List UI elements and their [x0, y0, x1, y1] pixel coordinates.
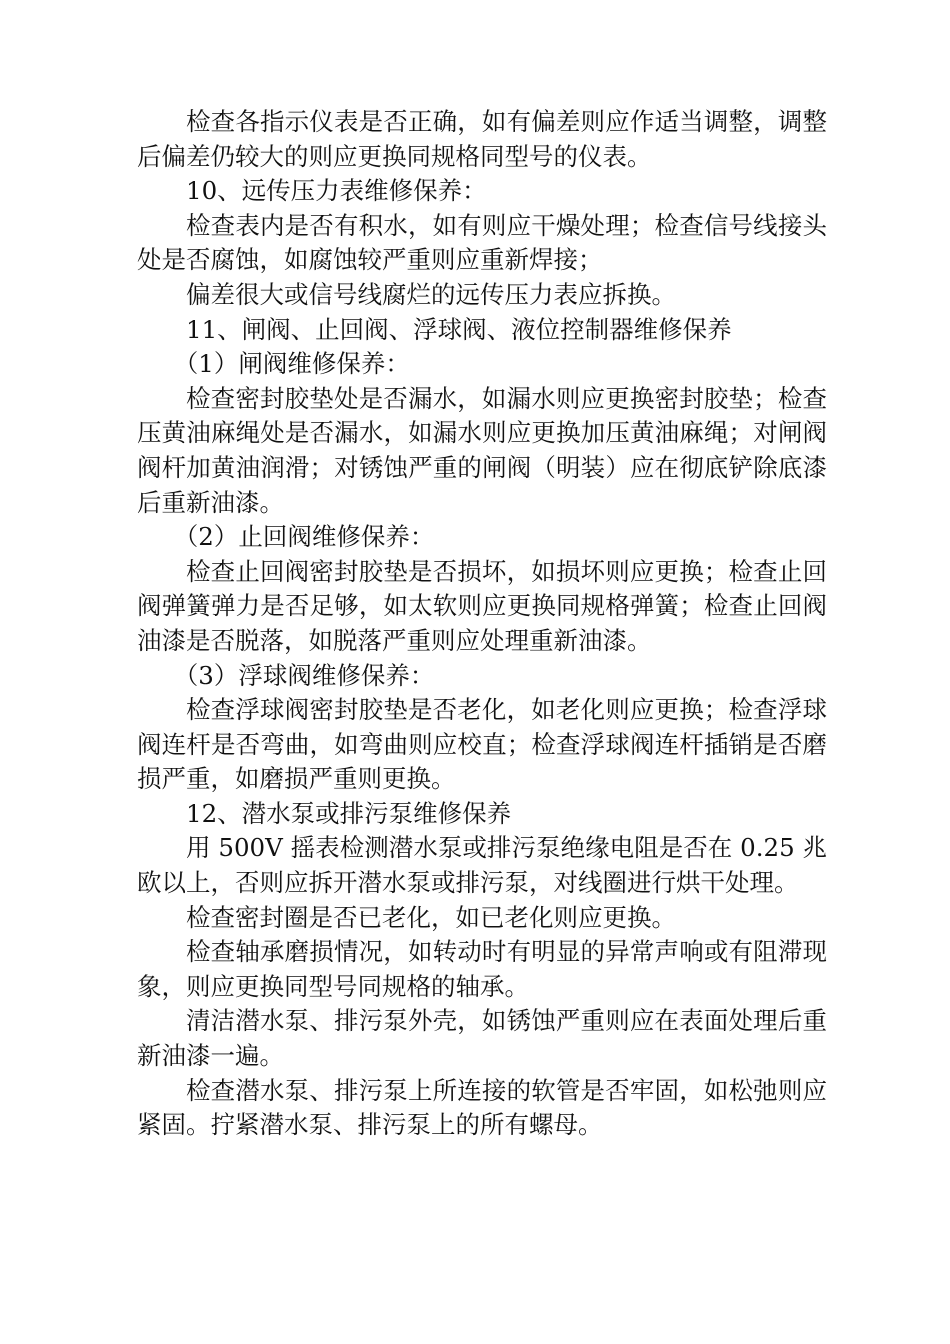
subheading-check-valve: （2）止回阀维修保养：: [173, 522, 435, 552]
paragraph-float-valve: 检查浮球阀密封胶垫是否老化，如老化则应更换；检查浮球阀连杆是否弯曲，如弯曲则应校直；检查浮球阀连杆插销是否磨损严重，如磨损严重则更换。: [137, 695, 827, 794]
paragraph-pump-cleaning: 清洁潜水泵、排污泵外壳，如锈蚀严重则应在表面处理后重新油漆一遍。: [137, 1006, 827, 1071]
heading-pump-maintenance: 12、潜水泵或排污泵维修保养: [186, 798, 512, 828]
document-page: [137, 105, 827, 1143]
paragraph-bearing-check: 检查轴承磨损情况，如转动时有明显的异常声响或有阻滞现象，则应更换同型号同规格的轴承。: [137, 937, 827, 1001]
paragraph-check-valve: 检查止回阀密封胶垫是否损坏，如损坏则应更换；检查止回阀弹簧弹力是否足够，如太软则应更换同规格弹簧；检查止回阀油漆是否脱落，如脱落严重则应处理重新油漆。: [137, 556, 827, 655]
paragraph-instrument-check: 检查各指示仪表是否正确，如有偏差则应作适当调整，调整后偏差仍较大的则应更换同规格同型号的仪表。: [137, 107, 827, 171]
heading-remote-pressure-gauge: 10、远传压力表维修保养：: [186, 176, 487, 206]
paragraph-pump-insulation: 用 500V 摇表检测潜水泵或排污泵绝缘电阻是否在 0.25 兆欧以上，否则应拆开潜水泵或排污泵，对线圈进行烘干处理。: [137, 833, 827, 898]
subheading-gate-valve: （1）闸阀维修保养：: [173, 349, 410, 379]
paragraph-seal-check: 检查密封圈是否已老化，如已老化则应更换。: [186, 902, 676, 932]
paragraph-gauge-replace: 偏差很大或信号线腐烂的远传压力表应拆换。: [186, 279, 676, 309]
paragraph-gate-valve: 检查密封胶垫处是否漏水，如漏水则应更换密封胶垫；检查压黄油麻绳处是否漏水，如漏水则应更换加压黄油麻绳；对闸阀阀杆加黄油润滑；对锈蚀严重的闸阀（明装）应在彻底铲除底漆后重新油漆。: [137, 383, 827, 517]
subheading-float-valve: （3）浮球阀维修保养：: [173, 660, 435, 690]
paragraph-gauge-water-check: 检查表内是否有积水，如有则应干燥处理；检查信号线接头处是否腐蚀，如腐蚀较严重则应重新焊接；: [137, 210, 827, 275]
heading-valves-maintenance: 11、闸阀、止回阀、浮球阀、液位控制器维修保养: [186, 314, 732, 344]
paragraph-hose-check: 检查潜水泵、排污泵上所连接的软管是否牢固，如松弛则应紧固。拧紧潜水泵、排污泵上的所有螺母。: [137, 1075, 827, 1140]
